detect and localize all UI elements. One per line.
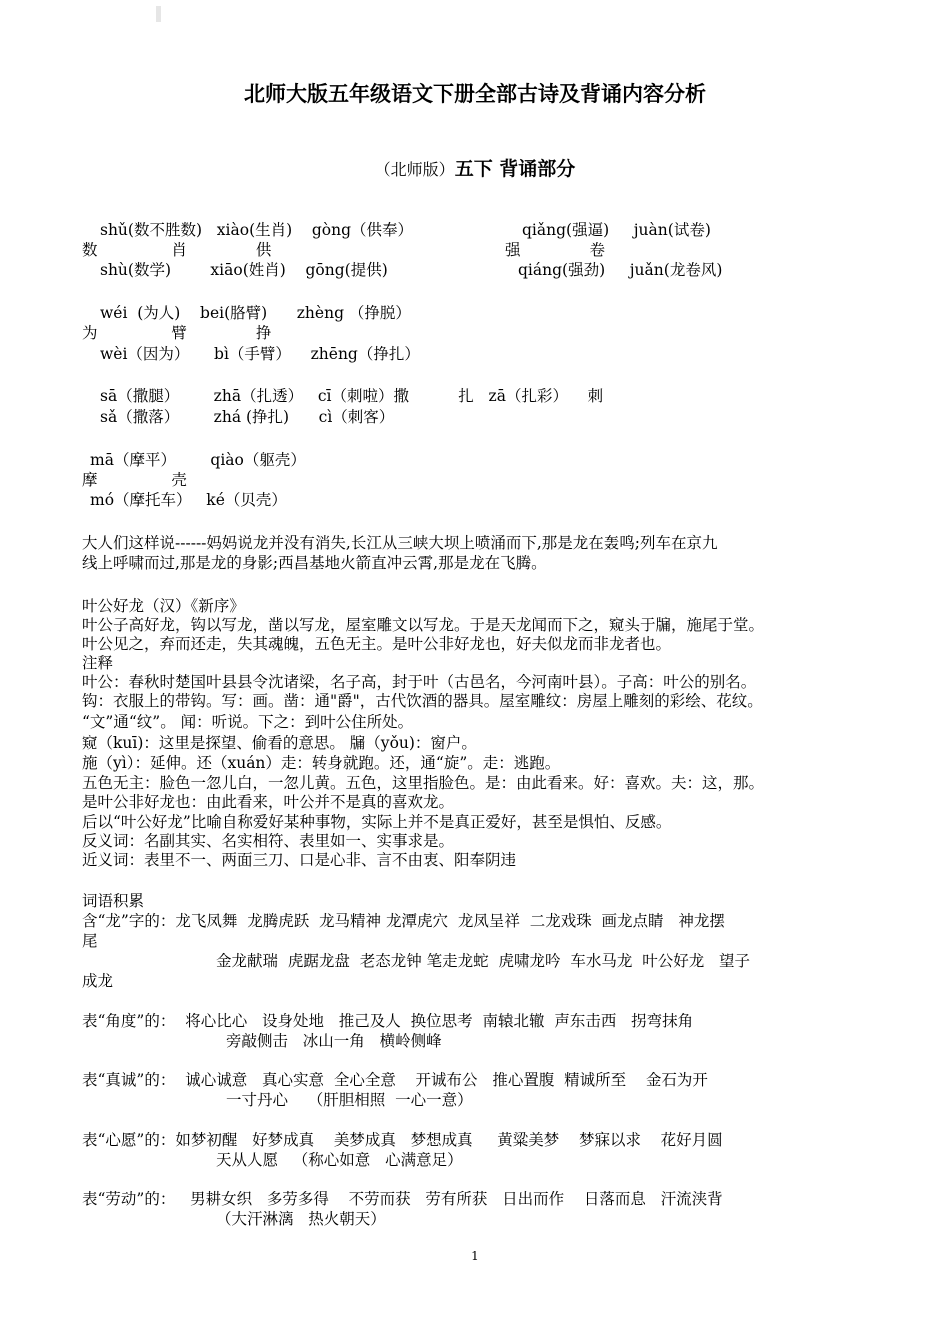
pinyin-char-line: 数 肖 供 bbox=[82, 241, 272, 259]
vocab-line: 表“角度”的： 将心比心 设身处地 推己及人 换位思考 南辕北辙 声东击西 拐弯抹角 bbox=[82, 1012, 694, 1030]
vocab-line: （大汗淋漓 热火朝天） bbox=[216, 1210, 386, 1228]
pinyin-line: shù(数学) xiāo(姓肖) gōng(提供) bbox=[100, 261, 388, 279]
vocab-line: 尾 bbox=[82, 932, 98, 950]
vocab-line: 含“龙”字的：龙飞凤舞 龙腾虎跃 龙马精神 龙潭虎穴 龙凤呈祥 二龙戏珠 画龙点睛 神龙摆 bbox=[82, 912, 725, 930]
vocab-line: 表“真诚”的： 诚心诚意 真心实意 全心全意 开诚布公 推心置腹 精诚所至 金石为开 bbox=[82, 1071, 708, 1089]
note-line: 近义词：表里不一、两面三刀、口是心非、言不由衷、阳奉阴违 bbox=[82, 851, 517, 869]
vocab-line: 旁敲侧击 冰山一角 横岭侧峰 bbox=[226, 1032, 442, 1050]
pinyin-line: sǎ（撒落） zhá (挣扎) cì（刺客） bbox=[100, 408, 395, 426]
vocab-line: 表“劳动”的： 男耕女织 多劳多得 不劳而获 劳有所获 日出而作 日落而息 汗流浃背 bbox=[82, 1190, 723, 1208]
section-heading: 叶公好龙（汉）《新序》 bbox=[82, 597, 245, 615]
note-line: 反义词：名副其实、名实相符、表里如一、实事求是。 bbox=[82, 832, 455, 850]
vocab-line: 一寸丹心 （肝胆相照 一心一意） bbox=[226, 1091, 473, 1109]
pinyin-line: wéi (为人) bei(胳臂) zhèng （挣脱） bbox=[100, 304, 411, 322]
note-line: 是叶公非好龙也：由此看来，叶公并不是真的喜欢龙。 bbox=[82, 793, 455, 811]
pinyin-line: mā（摩平） qiào（躯壳） bbox=[90, 451, 306, 469]
note-line: 后以“叶公好龙”比喻自称爱好某种事物，实际上并不是真正爱好，甚至是惧怕、反感。 bbox=[82, 813, 672, 831]
section-subtitle bbox=[0, 154, 950, 181]
pinyin-char-line: 为 臂 挣 bbox=[82, 324, 272, 342]
note-line: 钩：衣服上的带钩。写：画。凿：通"爵"，古代饮酒的器具。屋室雕纹：房屋上雕刻的彩绘、花纹。 bbox=[82, 692, 763, 710]
pinyin-line: mó（摩托车） ké（贝壳） bbox=[90, 491, 287, 509]
pinyin-line: shǔ(数不胜数) xiào(生肖) gòng（供奉） bbox=[100, 221, 414, 239]
pinyin-line: wèi（因为） bì（手臂） zhēng（挣扎） bbox=[100, 345, 420, 363]
text-line: 叶公子高好龙，钩以写龙，凿以写龙，屋室雕文以写龙。于是天龙闻而下之，窥头于牖，施尾于堂。 bbox=[82, 616, 765, 634]
vocab-line: 成龙 bbox=[82, 972, 114, 990]
section-heading: 词语积累 bbox=[82, 892, 145, 910]
subtitle-main: 五下 背诵部分 bbox=[454, 158, 576, 180]
pinyin-char-line: 强 卷 bbox=[505, 241, 605, 259]
note-line: 叶公：春秋时楚国叶县县令沈诸梁，名子高，封于叶（古邑名，今河南叶县）。子高：叶公的别名。 bbox=[82, 673, 757, 691]
vocab-line: 天从人愿 （称心如意 心满意足） bbox=[216, 1151, 463, 1169]
note-line: 施（yì）：延伸。还（xuán）走：转身就跑。还，通“旋”。走：逃跑。 bbox=[82, 754, 561, 772]
pinyin-line: qiáng(强劲) juǎn(龙卷风) bbox=[518, 261, 723, 279]
paragraph-line: 大人们这样说------妈妈说龙并没有消失,长江从三峡大坝上喷涌而下,那是龙在轰鸣;列车在京九 bbox=[82, 534, 718, 552]
pinyin-char-line: 摩 壳 bbox=[82, 471, 187, 489]
notes-heading: 注释 bbox=[82, 654, 114, 672]
subtitle-prefix: （北师版） bbox=[374, 160, 455, 179]
text-line: 叶公见之，弃而还走，失其魂魄，五色无主。是叶公非好龙也，好夫似龙而非龙者也。 bbox=[82, 635, 672, 653]
page-number: 1 bbox=[471, 1249, 479, 1263]
note-line: 窥（kuī)：这里是探望、偷看的意思。 牖（yǒu)：窗户。 bbox=[82, 734, 477, 752]
page-title: 北师大版五年级语文下册全部古诗及背诵内容分析 bbox=[244, 82, 706, 106]
note-line: 五色无主：脸色一忽儿白，一忽儿黄。五色，这里指脸色。是：由此看来。好：喜欢。夫：这，那。 bbox=[82, 774, 765, 792]
note-line: “文”通“纹”。 闻：听说。下之：到叶公住所处。 bbox=[82, 713, 414, 731]
pinyin-line: sā（撒腿） zhā（扎透） cī（刺啦）撒 扎 zā（扎彩） 刺 bbox=[100, 387, 604, 405]
vocab-line: 金龙献瑞 虎踞龙盘 老态龙钟 笔走龙蛇 虎啸龙吟 车水马龙 叶公好龙 望子 bbox=[216, 952, 750, 970]
paragraph-line: 线上呼啸而过,那是龙的身影;西昌基地火箭直冲云霄,那是龙在飞腾。 bbox=[82, 554, 547, 572]
scan-mark bbox=[156, 6, 161, 22]
vocab-line: 表“心愿”的：如梦初醒 好梦成真 美梦成真 梦想成真 黄粱美梦 梦寐以求 花好月圆 bbox=[82, 1131, 723, 1149]
pinyin-line: qiǎng(强逼) juàn(试卷) bbox=[522, 221, 711, 239]
